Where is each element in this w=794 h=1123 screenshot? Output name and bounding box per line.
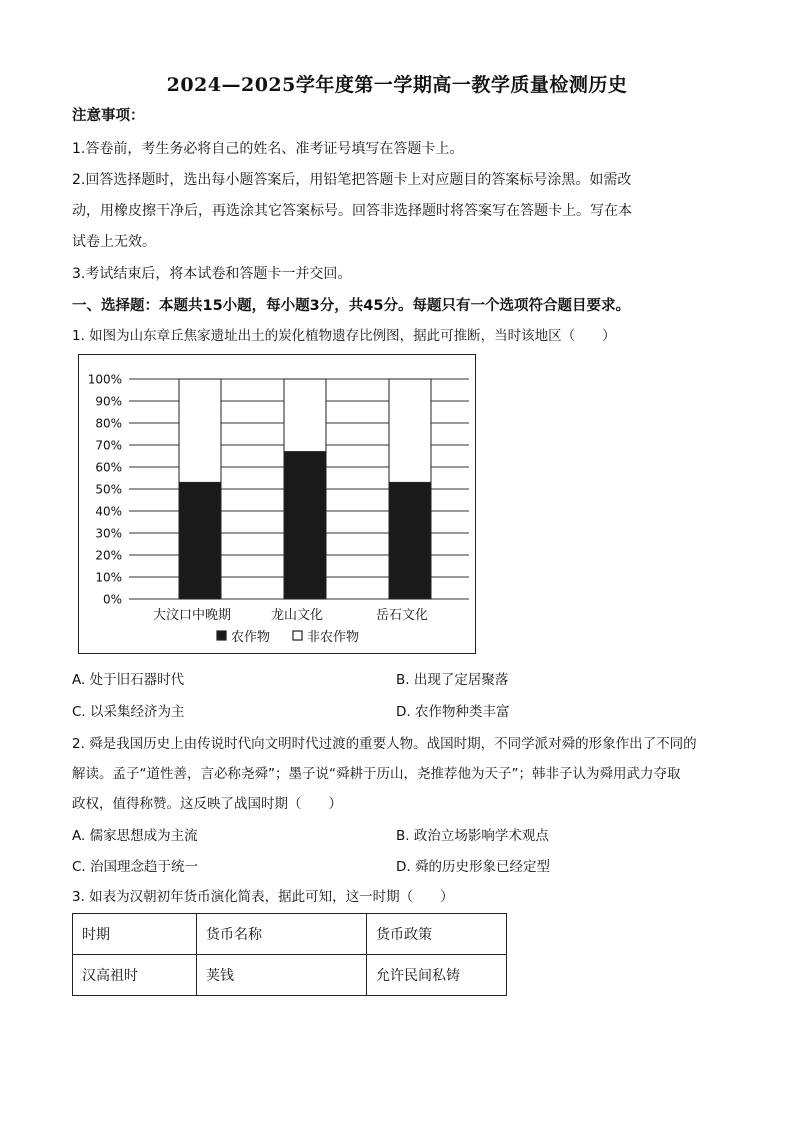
bar-chart: [78, 354, 476, 654]
q1-option-c[interactable]: C. 以采集经济为主: [72, 704, 185, 720]
legend-label: 农作物: [231, 630, 271, 645]
y-tick-label: 0%: [102, 592, 122, 607]
question-1-stem: 1. 如图为山东章丘焦家遗址出土的炭化植物遗存比例图，据此可推断，当时该地区（ ）: [72, 328, 616, 344]
q2-option-c[interactable]: C. 治国理念趋于统一: [72, 859, 199, 875]
y-tick-label: 10%: [95, 570, 122, 585]
x-tick-label: 岳石文化: [375, 608, 429, 623]
currency-table: [72, 913, 507, 996]
table-cell: 汉高祖时: [73, 955, 197, 996]
notice-line: 2.回答选择题时，选出每小题答案后，用铅笔把答题卡上对应题目的答案标号涂黑。如需改: [72, 172, 632, 188]
q1-option-d[interactable]: D. 农作物种类丰富: [396, 704, 510, 720]
y-tick-label: 50%: [95, 482, 122, 497]
y-tick-label: 40%: [95, 504, 122, 519]
table-row: [73, 955, 507, 996]
bar-noncrop: [389, 379, 431, 482]
q2-option-d[interactable]: D. 舜的历史形象已经定型: [396, 859, 550, 875]
bar-crop: [179, 482, 221, 599]
q2-option-b[interactable]: B. 政治立场影响学术观点: [396, 828, 549, 844]
bar-noncrop: [284, 379, 326, 452]
section-heading: 一、选择题：本题共15小题，每小题3分，共45分。每题只有一个选项符合题目要求。: [72, 298, 630, 314]
y-tick-label: 80%: [95, 416, 122, 431]
table-header-cell: 货币政策: [367, 914, 507, 955]
y-tick-label: 70%: [95, 438, 122, 453]
legend-swatch: [217, 631, 226, 640]
bar-crop: [389, 482, 431, 599]
question-2-line: 2. 舜是我国历史上由传说时代向文明时代过渡的重要人物。战国时期，不同学派对舜的形象作出了不同的: [72, 736, 697, 752]
table-cell: 允许民间私铸: [367, 955, 507, 996]
question-2-line: 政权，值得称赞。这反映了战国时期（ ）: [72, 796, 342, 812]
y-tick-label: 90%: [95, 394, 122, 409]
bar-crop: [284, 452, 326, 599]
notice-line: 试卷上无效。: [72, 234, 156, 250]
table-cell: 荚钱: [197, 955, 367, 996]
q2-option-a[interactable]: A. 儒家思想成为主流: [72, 828, 198, 844]
table-header-cell: 时期: [73, 914, 197, 955]
notice-line: 3.考试结束后，将本试卷和答题卡一并交回。: [72, 266, 352, 282]
notice-line: 动，用橡皮擦干净后，再选涂其它答案标号。回答非选择题时将答案写在答题卡上。写在本: [72, 203, 632, 219]
table-header-cell: 货币名称: [197, 914, 367, 955]
legend-swatch: [293, 631, 302, 640]
y-tick-label: 20%: [95, 548, 122, 563]
table-header-row: [73, 914, 507, 955]
x-tick-label: 大汶口中晚期: [152, 608, 232, 623]
y-tick-label: 30%: [95, 526, 122, 541]
question-2-line: 解读。孟子“道性善，言必称尧舜”；墨子说“舜耕于历山，尧推荐他为天子”；韩非子认为舜用武力夺取: [72, 766, 681, 782]
y-tick-label: 60%: [95, 460, 122, 475]
exam-title: 2024—2025学年度第一学期高一教学质量检测历史: [166, 74, 628, 96]
bar-noncrop: [179, 379, 221, 482]
notice-heading: 注意事项：: [72, 108, 145, 124]
y-tick-label: 100%: [87, 372, 122, 387]
chart-svg: [79, 355, 477, 655]
q1-option-b[interactable]: B. 出现了定居聚落: [396, 672, 509, 688]
notice-line: 1.答卷前，考生务必将自己的姓名、准考证号填写在答题卡上。: [72, 141, 464, 157]
legend-label: 非农作物: [307, 630, 360, 645]
q1-option-a[interactable]: A. 处于旧石器时代: [72, 672, 185, 688]
x-tick-label: 龙山文化: [270, 608, 324, 623]
question-3-stem: 3. 如表为汉朝初年货币演化简表，据此可知，这一时期（ ）: [72, 889, 454, 905]
